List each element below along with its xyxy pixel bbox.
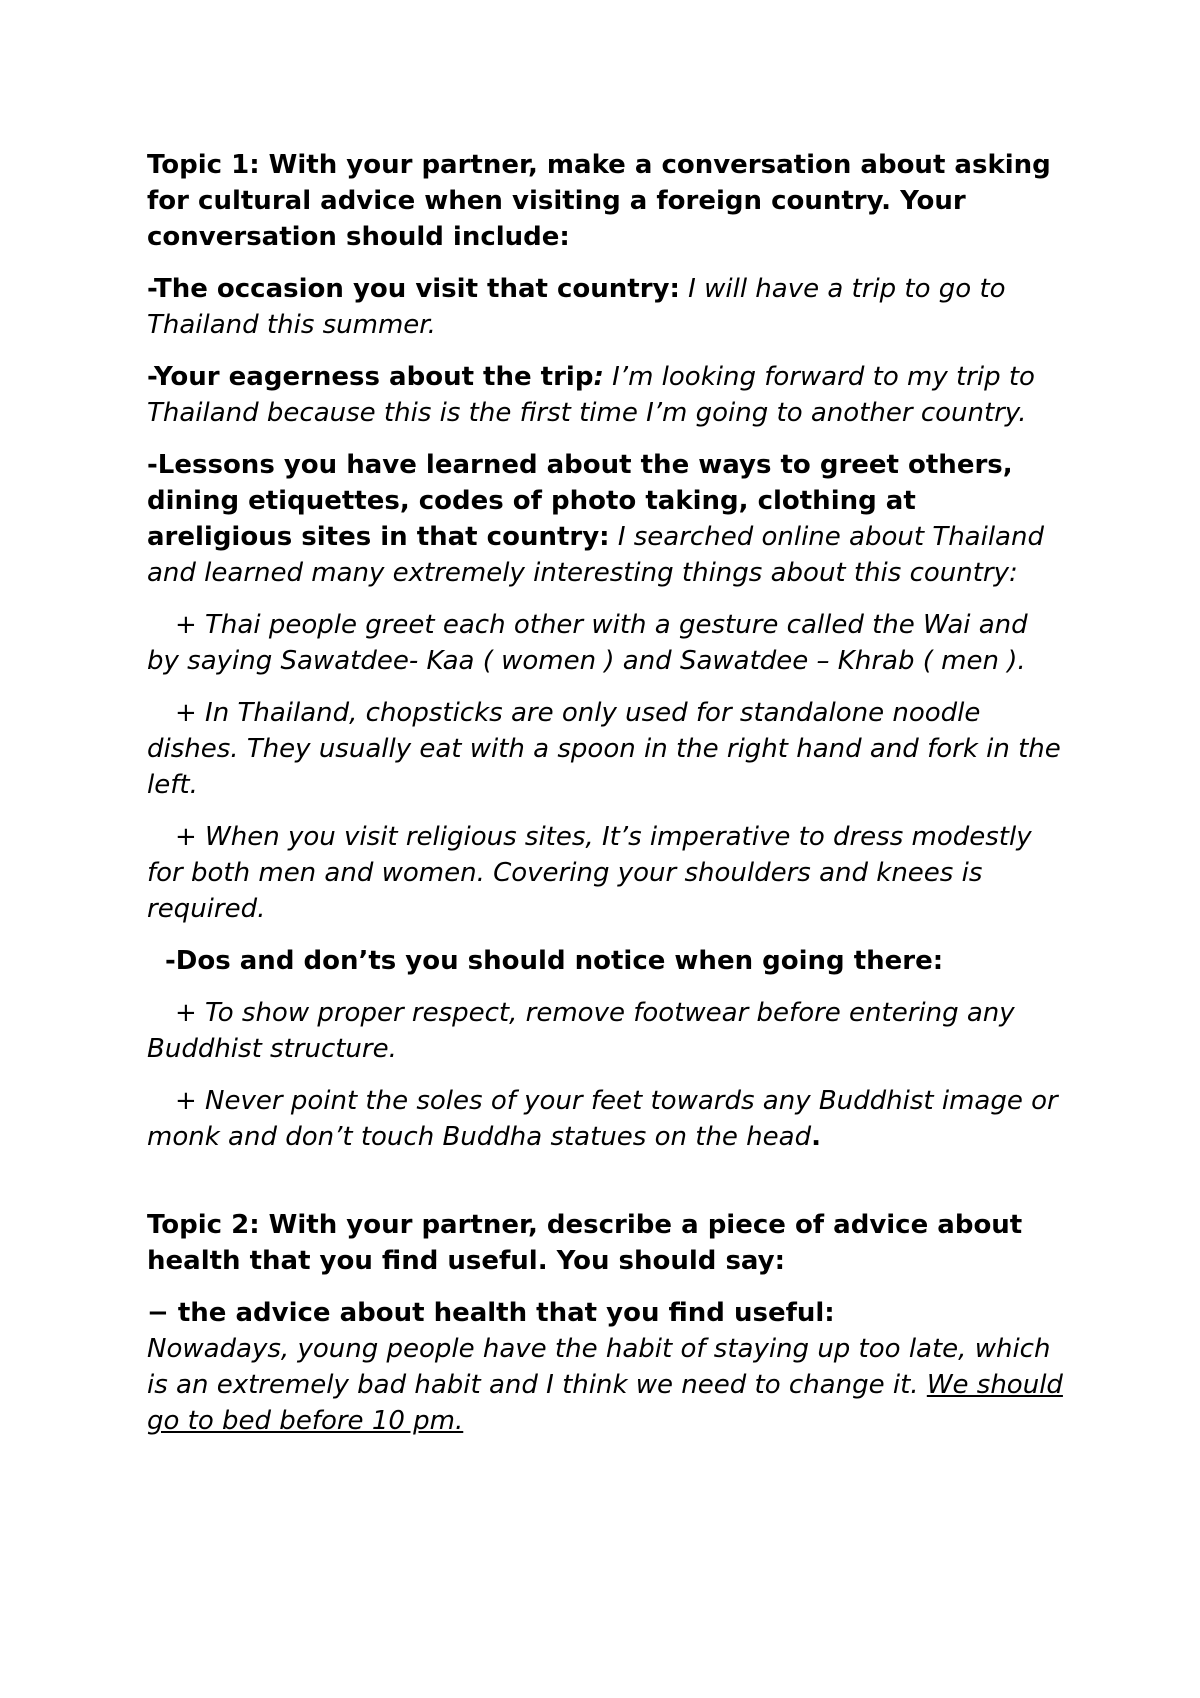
lessons-answer: I searched online about Thailand and learned many extremely interesting things about this country: <box>147 522 1044 588</box>
dos-donts-label: -Dos and don’ts you should notice when going there: <box>165 946 944 976</box>
occasion-answer: I will have a trip to go to Thailand this summer. <box>147 274 1006 340</box>
eagerness-answer: I’m looking forward to my trip to Thailand because this is the first time I’m going to another country. <box>147 362 1035 428</box>
lessons-label: -Lessons you have learned about the ways to greet others, dining etiquettes, codes of photo taking, clothing at areligious sites in that country: <box>147 450 1013 552</box>
topic2-heading: Topic 2: With your partner, describe a piece of advice about health that you find useful. You should say: <box>147 1210 1023 1276</box>
document-page <box>147 147 1067 1455</box>
eagerness-label: -Your eagerness about the trip <box>147 362 594 392</box>
lesson-point-greeting: + Thai people greet each other with a gesture called the Wai and by saying Sawatdee- Kaa ( women ) and Sawatdee – Khrab ( men ). <box>147 610 1028 676</box>
lesson-point-clothing: + When you visit religious sites, It’s imperative to dress modestly for both men and women. Covering your shoulders and knees is required. <box>147 822 1032 924</box>
advice-paragraph <box>147 1295 1067 1439</box>
lesson-point-dining: + In Thailand, chopsticks are only used for standalone noodle dishes. They usually eat with a spoon in the right hand and fork in the left. <box>147 698 1061 800</box>
lessons-paragraph <box>147 447 1067 591</box>
dos-point-footwear: + To show proper respect, remove footwear before entering any Buddhist structure. <box>147 998 1015 1064</box>
occasion-label: -The occasion you visit that country: <box>147 274 680 304</box>
occasion-paragraph <box>147 271 1067 343</box>
dos-point-feet: + Never point the soles of your feet towards any Buddhist image or monk and don’t touch Buddha statues on the head. <box>147 1086 1058 1152</box>
advice-answer: Nowadays, young people have the habit of staying up too late, which is an extremely bad habit and I think we need to change it. <box>147 1334 1051 1400</box>
advice-label: − the advice about health that you find useful: <box>147 1298 835 1328</box>
topic1-heading: Topic 1: With your partner, make a conversation about asking for cultural advice when visiting a foreign country. Your conversation should include: <box>147 150 1051 252</box>
eagerness-paragraph <box>147 359 1067 431</box>
eagerness-colon: : <box>593 362 604 392</box>
advice-underlined: We should go to bed before 10 pm. <box>147 1370 1063 1436</box>
